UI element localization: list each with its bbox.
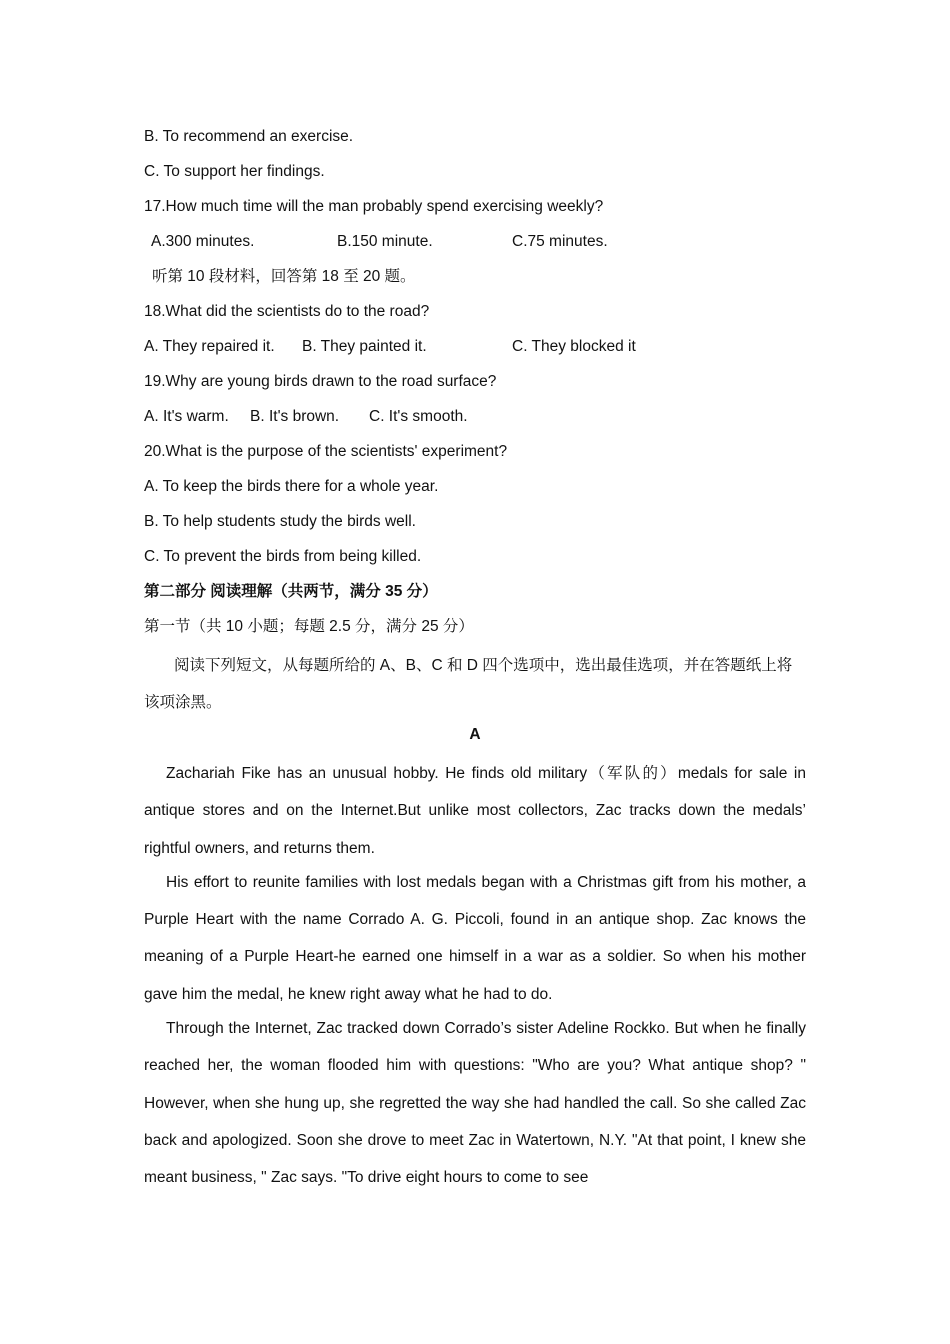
q18-option-c: C. They blocked it [512,338,636,355]
q16-option-b: B. To recommend an exercise. [144,128,354,145]
q18-option-b: B. They painted it. [302,338,427,355]
reading-instruction: 阅读下列短文，从每题所给的 A、B、C 和 D 四个选项中，选出最佳选项，并在答题纸上将该项涂黑。 [144,657,793,711]
page-content [144,122,806,1194]
q18-question: 18.What did the scientists do to the road? [144,303,430,320]
q19-option-b: B. It's brown. [250,408,340,425]
q18-option-a: A. They repaired it. [144,338,275,355]
q17-question: 17.How much time will the man probably spend exercising weekly? [144,198,604,215]
q17-option-b: B.150 minute. [337,233,433,250]
q20-option-c: C. To prevent the birds from being killed. [144,548,422,565]
q19-question: 19.Why are young birds drawn to the road surface? [144,373,497,390]
q19-option-a: A. It's warm. [144,408,229,425]
q17-options [144,227,806,262]
q19-options [144,402,806,437]
q20-option-a: A. To keep the birds there for a whole year. [144,478,439,495]
q20-question: 20.What is the purpose of the scientists' experiment? [144,443,508,460]
q19-option-c: C. It's smooth. [369,408,468,425]
q18-options [144,332,806,367]
q17-option-c: C.75 minutes. [512,233,608,250]
q16-option-c: C. To support her findings. [144,163,325,180]
part2-title: 第二部分 阅读理解（共两节，满分 35 分） [144,583,438,600]
passage-paragraph-2: His effort to reunite families with lost medals began with a Christmas gift from his mother, a Purple Heart with the name Corrado A. G. Piccoli, found in an antique shop. Zac knows the meaning of a Purple Heart-he earned one himself in a war as a soldier. So when his mother gave him the medal, he knew right away what he had to do. [144,873,806,1003]
section1-heading: 第一节（共 10 小题；每题 2.5 分，满分 25 分） [144,618,474,635]
q17-option-a: A.300 minutes. [151,233,255,250]
material-note: 听第 10 段材料，回答第 18 至 20 题。 [152,268,416,285]
passage-paragraph-3: Through the Internet, Zac tracked down Corrado’s sister Adeline Rockko. But when he finally reached her, the woman flooded him with questions: "Who are you? What antique shop? " However, when she hung up, she regretted the way she had handled the call. So she called Zac back and apologized. Soon she drove to meet Zac in Watertown, N.Y. "At that point, I knew she meant business, " Zac says. "To drive eight hours to come to see [144,1020,806,1187]
passage-label: A [469,726,481,743]
passage-paragraph-1: Zachariah Fike has an unusual hobby. He finds old military（军队的）medals for sale in antique stores and on the Internet.But unlike most collectors, Zac tracks down the medals’ rightful owners, and returns them. [144,765,806,857]
q20-option-b: B. To help students study the birds well. [144,513,416,530]
